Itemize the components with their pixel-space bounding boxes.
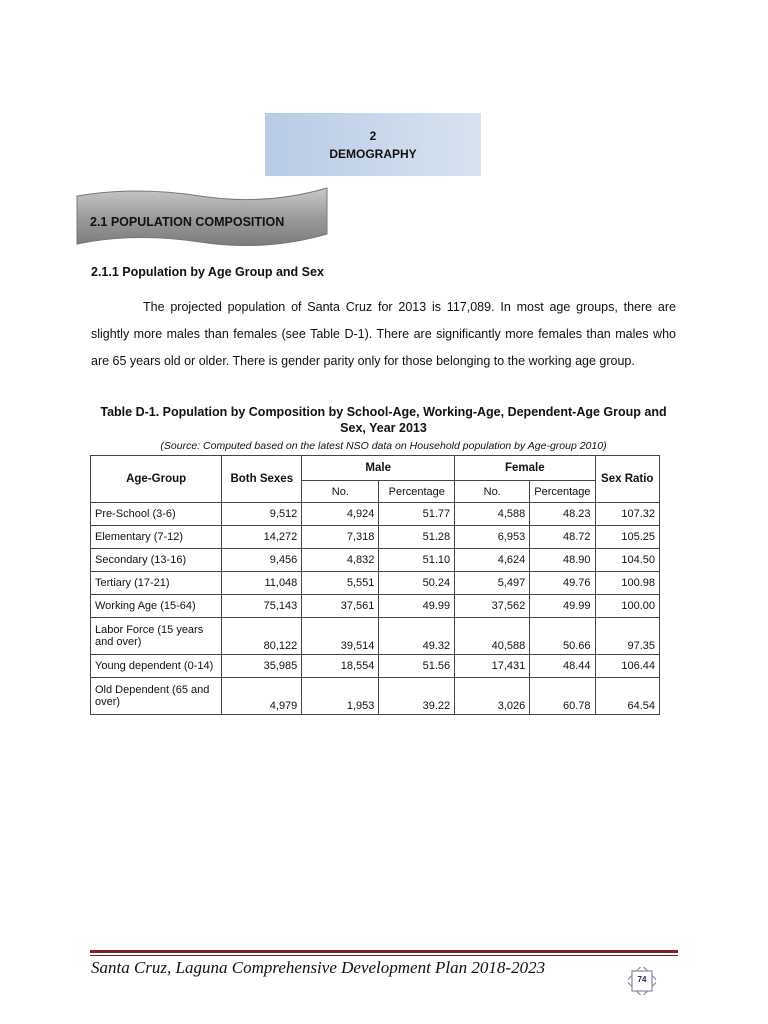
cell-both-sexes: 80,122 xyxy=(222,618,302,655)
cell-female-pct: 48.23 xyxy=(530,503,595,526)
page-number: 74 xyxy=(637,975,647,984)
cell-female-pct: 60.78 xyxy=(530,678,595,715)
col-male-no: No. xyxy=(302,481,379,503)
cell-age-group: Secondary (13-16) xyxy=(91,549,222,572)
cell-male-pct: 51.28 xyxy=(379,526,455,549)
cell-male-pct: 51.77 xyxy=(379,503,455,526)
table-title: Table D-1. Population by Composition by School-Age, Working-Age, Dependent-Age Group and Sex, Year 2013 xyxy=(100,405,667,435)
cell-age-group: Young dependent (0-14) xyxy=(91,655,222,678)
cell-male-pct: 39.22 xyxy=(379,678,455,715)
cell-female-no: 3,026 xyxy=(455,678,530,715)
cell-sex-ratio: 104.50 xyxy=(595,549,659,572)
cell-sex-ratio: 64.54 xyxy=(595,678,659,715)
chapter-heading-box xyxy=(265,113,481,176)
cell-both-sexes: 11,048 xyxy=(222,572,302,595)
cell-both-sexes: 4,979 xyxy=(222,678,302,715)
cell-age-group: Old Dependent (65 and over) xyxy=(91,678,222,715)
cell-sex-ratio: 100.00 xyxy=(595,595,659,618)
cell-female-no: 17,431 xyxy=(455,655,530,678)
body-paragraph: The projected population of Santa Cruz for 2013 is 117,089. In most age groups, there are slightly more males than females (see Table D-1). There are significantly more females than males who are 65 years old or older. There is gender parity only for those belonging to the working age group. xyxy=(91,300,676,368)
table-row xyxy=(91,618,660,655)
cell-male-no: 18,554 xyxy=(302,655,379,678)
cell-sex-ratio: 100.98 xyxy=(595,572,659,595)
cell-male-pct: 50.24 xyxy=(379,572,455,595)
col-male: Male xyxy=(302,456,455,481)
population-table xyxy=(90,455,660,715)
col-female-no: No. xyxy=(455,481,530,503)
cell-both-sexes: 35,985 xyxy=(222,655,302,678)
cell-female-pct: 48.44 xyxy=(530,655,595,678)
table-row xyxy=(91,526,660,549)
cell-male-pct: 49.99 xyxy=(379,595,455,618)
cell-sex-ratio: 97.35 xyxy=(595,618,659,655)
cell-male-pct: 51.56 xyxy=(379,655,455,678)
cell-both-sexes: 9,512 xyxy=(222,503,302,526)
cell-sex-ratio: 105.25 xyxy=(595,526,659,549)
table-row xyxy=(91,655,660,678)
cell-male-no: 4,924 xyxy=(302,503,379,526)
cell-age-group: Pre-School (3-6) xyxy=(91,503,222,526)
chapter-number: 2 xyxy=(369,128,377,143)
table-row xyxy=(91,595,660,618)
cell-female-pct: 49.99 xyxy=(530,595,595,618)
cell-female-no: 4,588 xyxy=(455,503,530,526)
cell-male-no: 39,514 xyxy=(302,618,379,655)
subsection-title: 2.1.1 Population by Age Group and Sex xyxy=(91,265,324,279)
chapter-title: DEMOGRAPHY xyxy=(329,146,417,161)
cell-female-no: 40,588 xyxy=(455,618,530,655)
section-banner xyxy=(75,186,330,246)
cell-female-pct: 48.72 xyxy=(530,526,595,549)
cell-both-sexes: 14,272 xyxy=(222,526,302,549)
cell-male-pct: 49.32 xyxy=(379,618,455,655)
cell-female-no: 37,562 xyxy=(455,595,530,618)
cell-male-no: 4,832 xyxy=(302,549,379,572)
cell-male-no: 5,551 xyxy=(302,572,379,595)
col-female-pct: Percentage xyxy=(530,481,595,503)
col-female: Female xyxy=(455,456,595,481)
page-number-badge xyxy=(628,967,656,995)
col-sex-ratio: Sex Ratio xyxy=(595,456,659,503)
cell-female-no: 6,953 xyxy=(455,526,530,549)
cell-male-no: 1,953 xyxy=(302,678,379,715)
footer-rule-thin xyxy=(90,955,678,956)
col-male-pct: Percentage xyxy=(379,481,455,503)
cell-age-group: Labor Force (15 years and over) xyxy=(91,618,222,655)
footer-title: Santa Cruz, Laguna Comprehensive Development Plan 2018-2023 xyxy=(91,958,546,977)
table-source: (Source: Computed based on the latest NSO data on Household population by Age-group 2010) xyxy=(160,440,607,452)
col-both-sexes: Both Sexes xyxy=(222,456,302,503)
cell-female-pct: 50.66 xyxy=(530,618,595,655)
cell-female-no: 4,624 xyxy=(455,549,530,572)
cell-female-pct: 48.90 xyxy=(530,549,595,572)
cell-age-group: Working Age (15-64) xyxy=(91,595,222,618)
footer-rule-thick xyxy=(90,950,678,953)
cell-male-no: 7,318 xyxy=(302,526,379,549)
section-title: 2.1 POPULATION COMPOSITION xyxy=(90,215,285,229)
cell-female-no: 5,497 xyxy=(455,572,530,595)
cell-age-group: Tertiary (17-21) xyxy=(91,572,222,595)
table-row xyxy=(91,678,660,715)
table-row xyxy=(91,549,660,572)
cell-both-sexes: 75,143 xyxy=(222,595,302,618)
table-row xyxy=(91,503,660,526)
col-age-group: Age-Group xyxy=(91,456,222,503)
cell-male-no: 37,561 xyxy=(302,595,379,618)
table-row xyxy=(91,572,660,595)
cell-female-pct: 49.76 xyxy=(530,572,595,595)
cell-sex-ratio: 107.32 xyxy=(595,503,659,526)
cell-both-sexes: 9,456 xyxy=(222,549,302,572)
cell-male-pct: 51.10 xyxy=(379,549,455,572)
cell-sex-ratio: 106.44 xyxy=(595,655,659,678)
cell-age-group: Elementary (7-12) xyxy=(91,526,222,549)
